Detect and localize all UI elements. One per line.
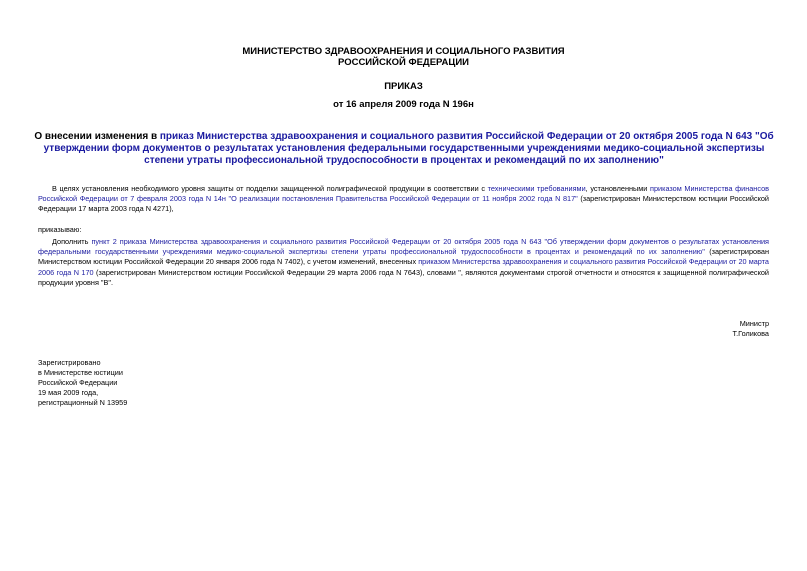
technical-requirements-link[interactable]: техническими требованиями (487, 184, 586, 193)
preamble-text-c: (зарегистрирован Министерством юстиции Российской Федерации 17 марта 2003 года N 4271), (38, 194, 770, 214)
registration-line5: регистрационный N 13959 (38, 398, 128, 407)
ministry-name-line1: МИНИСТЕРСТВО ЗДРАВООХРАНЕНИЯ И СОЦИАЛЬНОГО РАЗВИТИЯ (242, 46, 565, 57)
signature-position: Министр (739, 319, 769, 328)
registration-block (38, 358, 127, 408)
signature-block (732, 319, 769, 339)
amendment-text-c: (зарегистрирован Министерством юстиции Российской Федерации 29 марта 2006 года N 7643), словами ", являются документами строгой отчетности и относятся к защищенной полиграфической продукции уровня "В". (38, 267, 769, 287)
order-subject (30, 131, 778, 167)
order-643-point-2-link[interactable]: пункт 2 приказа Министерства здравоохранения и социального развития Российской Федерации от 20 октября 2005 года N 643 "Об утверждении форм документов о результатах установления федеральными государственными учреждениями медико-социальной экспертизы степени утраты профессиональной трудоспособности в процентах и рекомендаций по их заполнению" (38, 237, 769, 257)
preamble-text-b: , установленными (585, 184, 650, 193)
finance-ministry-order-link[interactable]: приказом Министерства финансов Российской Федерации от 7 февраля 2003 года N 14н "О реализации постановления Правительства Российской Федерации от 11 ноября 2002 года N 817" (38, 184, 770, 204)
registration-line4: 19 мая 2009 года, (38, 388, 99, 397)
amendment-text-a: Дополнить (52, 237, 92, 246)
amendment-paragraph (38, 237, 769, 288)
amendment-text-b: (зарегистрирован Министерством юстиции Российской Федерации 20 января 2006 года N 7402), с учетом изменений, внесенных (38, 247, 770, 267)
subject-order-link[interactable]: приказ Министерства здравоохранения и социального развития Российской Федерации от 20 октября 2005 года N 643 "Об утверждении форм документов о результатах установления федеральными государственными учреждениями медико-социальной экспертизы степени утраты профессиональной трудоспособности в процентах и рекомендаций по их заполнению" (43, 131, 774, 166)
registration-line2: в Министерстве юстиции (38, 368, 123, 377)
registration-line1: Зарегистрировано (38, 358, 101, 367)
subject-prefix: О внесении изменения в (34, 131, 160, 142)
order-170-link[interactable]: приказом Министерства здравоохранения и социального развития Российской Федерации от 20 марта 2006 года N 170 (38, 257, 769, 277)
registration-line3: Российской Федерации (38, 378, 118, 387)
ministry-name-line2: РОССИЙСКОЙ ФЕДЕРАЦИИ (337, 57, 469, 68)
preamble-text-a: В целях установления необходимого уровня защиты от подделки защищенной полиграфической продукции в соответствии с (52, 184, 488, 193)
ministry-name (0, 46, 807, 68)
decree-word: приказываю: (38, 225, 82, 234)
order-date: от 16 апреля 2009 года N 196н (333, 99, 474, 110)
signature-name: Т.Голикова (732, 329, 769, 338)
preamble-paragraph (38, 184, 769, 215)
order-title: ПРИКАЗ (384, 81, 423, 92)
